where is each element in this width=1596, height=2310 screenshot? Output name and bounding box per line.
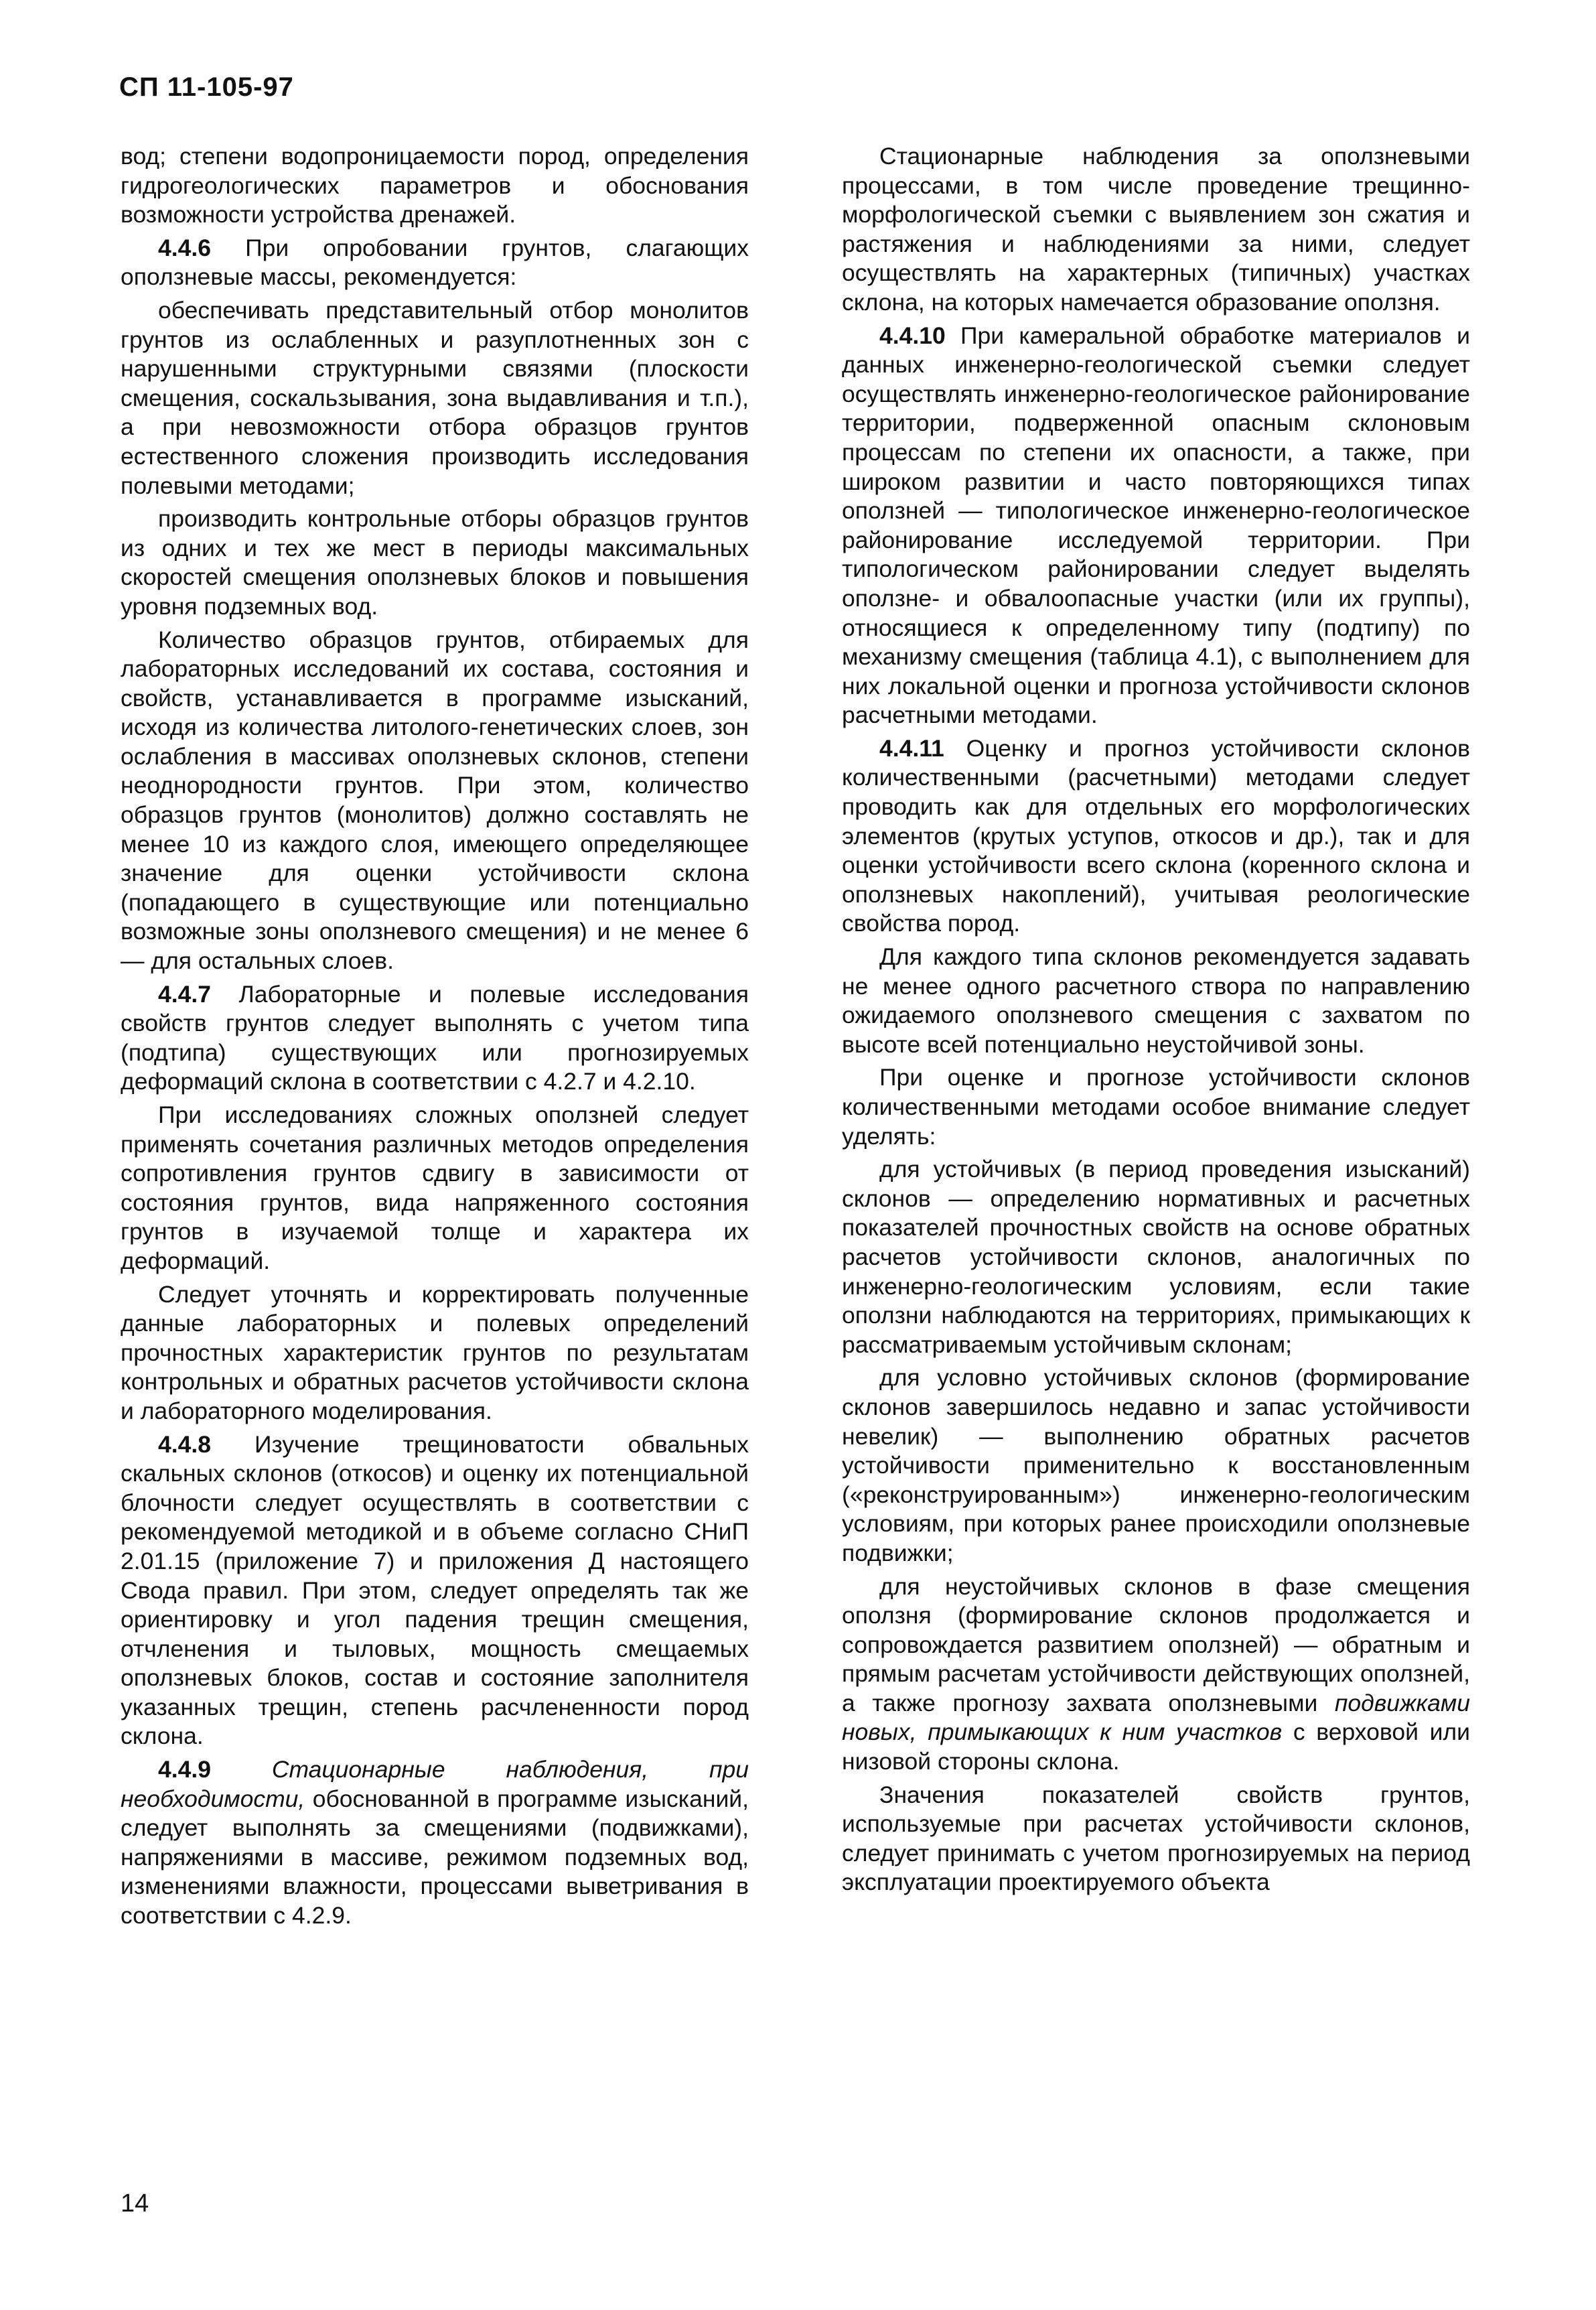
list-item-italic-text: подвижками новых, примыкающих к ним участков xyxy=(842,1689,1470,1746)
paragraph-stationary-observations: Стационарные наблюдения за оползневыми процессами, в том числе проведение трещинно-морфологической съемки с выявлением зон сжатия и растяжения и наблюдениями за ними, следует осуществлять на характерных (типичных) участках склона, на которых намечается образование оползня. xyxy=(842,143,1470,316)
right-text-column xyxy=(842,142,1470,1901)
list-item-tail-text: с верховой или низовой стороны склона. xyxy=(842,1718,1470,1775)
section-number: 4.4.10 xyxy=(879,322,946,349)
section-4-4-10 xyxy=(842,322,1470,730)
section-text: обоснованной в программе изысканий, следует выполнять за смещениями (подвижками), напряжениями в массиве, режимом подземных вод, изменениями влажности, процессами выветривания в соответствии с 4.2.9. xyxy=(121,1785,749,1929)
section-text: Лабораторные и полевые исследования свойств грунтов следует выполнять с учетом типа (подтипа) существующих или прогнозируемых деформаций склона в соответствии с 4.2.7 и 4.2.10. xyxy=(121,980,749,1095)
section-text: При опробовании грунтов, слагающих оползневые массы, рекомендуется: xyxy=(121,234,749,291)
left-text-column xyxy=(121,142,749,1935)
section-4-4-11 xyxy=(842,734,1470,939)
paragraph-calculation-profiles: Для каждого типа склонов рекомендуется задавать не менее одного расчетного створа по направлению ожидаемого оползневого смещения с захватом по высоте всей потенциально неустойчивой зоны. xyxy=(842,943,1470,1058)
paragraph-continuation: вод; степени водопроницаемости пород, определения гидрогеологических параметров и обоснования возможности устройства дренажей. xyxy=(121,143,749,228)
section-4-4-7 xyxy=(121,980,749,1097)
section-number: 4.4.8 xyxy=(158,1430,211,1458)
section-4-4-8 xyxy=(121,1430,749,1752)
paragraph-complex-landslides: При исследованиях сложных оползней следует применять сочетания различных методов определения сопротивления грунтов сдвигу в зависимости от состояния грунтов, вида напряженного состояния грунтов в изучаемой толще и характера их деформаций. xyxy=(121,1101,749,1274)
list-item-sampling-monoliths: обеспечивать представительный отбор монолитов грунтов из ослабленных и разуплотненных зон с нарушенными структурными связями (плоскости смещения, соскальзывания, зона выдавливания и т.п.), а при невозможности отбора образцов грунтов естественного сложения производить исследования полевыми методами; xyxy=(121,296,749,499)
section-number: 4.4.11 xyxy=(879,734,944,762)
list-item-unstable-slopes xyxy=(842,1572,1470,1777)
section-text: При камеральной обработке материалов и данных инженерно-геологической съемки следует осуществлять инженерно-геологическое районирование территории, подверженной опасным склоновым процессам по степени их опасности, а также, при широком развитии и часто повторяющихся типах оползней — типологическое инженерно-геологическое районирование исследуемой территории. При типологическом районировании следует выделять оползне- и обвалоопасные участки (или их группы), относящиеся к определенному типу (подтипу) по механизму смещения (таблица 4.1), с выполнением для них локальной оценки и прогноза устойчивости склонов расчетными методами. xyxy=(842,322,1470,729)
document-code-header: СП 11-105-97 xyxy=(119,72,294,102)
section-text: Оценку и прогноз устойчивости склонов количественными (расчетными) методами следует проводить как для отдельных его морфологических элементов (крутых уступов, откосов и др.), так и для оценки устойчивости всего склона (коренного склона и оползневых накоплений), учитывая реологические свойства пород. xyxy=(842,734,1470,937)
paragraph-sample-count: Количество образцов грунтов, отбираемых для лабораторных исследований их состава, состояния и свойств, устанавливается в программе изысканий, исходя из количества литолого-генетических слоев, зон ослабления в массивах оползневых склонов, степени неоднородности грунтов. При этом, количество образцов грунтов (монолитов) должно составлять не менее 10 из каждого слоя, имеющего определяющее значение для оценки устойчивости склона (попадающего в существующие или потенциально возможные зоны оползневого смещения) и не менее 6 — для остальных слоев. xyxy=(121,626,749,975)
paragraph-soil-properties: Значения показателей свойств грунтов, используемые при расчетах устойчивости склонов, следует принимать с учетом прогнозируемых на период эксплуатации проектируемого объекта xyxy=(842,1781,1470,1896)
paragraph-special-attention: При оценке и прогнозе устойчивости склонов количественными методами особое внимание следует уделять: xyxy=(842,1064,1470,1150)
section-text: Изучение трещиноватости обвальных скальных склонов (откосов) и оценку их потенциальной блочности следует осуществлять в соответствии с рекомендуемой методикой и в объеме согласно СНиП 2.01.15 (приложение 7) и приложения Д настоящего Свода правил. При этом, следует определять так же ориентировку и угол падения трещин смещения, отчленения и тыловых, мощность смещаемых оползневых блоков, состав и состояние заполнителя указанных трещин, степень расчлененности пород склона. xyxy=(121,1430,749,1750)
list-item-conditionally-stable-slopes: для условно устойчивых склонов (формирование склонов завершилось недавно и запас устойчивости невелик) — выполнению обратных расчетов устойчивости применительно к восстановленным («реконструированным») инженерно-геологическим условиям, при которых ранее происходили оползневые подвижки; xyxy=(842,1364,1470,1566)
section-number: 4.4.7 xyxy=(158,980,211,1008)
list-item-text: для неустойчивых склонов в фазе смещения оползня (формирование склонов продолжается и сопровождается развитием оползней) — обратным и прямым расчетам устойчивости действующих оползней, а также прогнозу захвата оползневыми xyxy=(842,1572,1470,1716)
section-italic-text: Стационарные наблюдения, при необходимости, xyxy=(121,1756,749,1812)
paragraph-refine-data: Следует уточнять и корректировать полученные данные лабораторных и полевых определений прочностных характеристик грунтов по результатам контрольных и обратных расчетов устойчивости склона и лабораторного моделирования. xyxy=(121,1280,749,1424)
section-number: 4.4.6 xyxy=(158,234,211,261)
section-number: 4.4.9 xyxy=(158,1756,211,1783)
section-4-4-6 xyxy=(121,234,749,292)
list-item-control-sampling: производить контрольные отборы образцов грунтов из одних и тех же мест в периоды максимальных скоростей смещения оползневых блоков и повышения уровня подземных вод. xyxy=(121,505,749,620)
list-item-stable-slopes: для устойчивых (в период проведения изысканий) склонов — определению нормативных и расчетных показателей прочностных свойств на основе обратных расчетов устойчивости склонов, аналогичных по инженерно-геологическим условиям, если такие оползни наблюдаются на территориях, примыкающих к рассматриваемым устойчивым склонам; xyxy=(842,1156,1470,1358)
page-number: 14 xyxy=(121,2189,149,2218)
section-4-4-9 xyxy=(121,1755,749,1931)
